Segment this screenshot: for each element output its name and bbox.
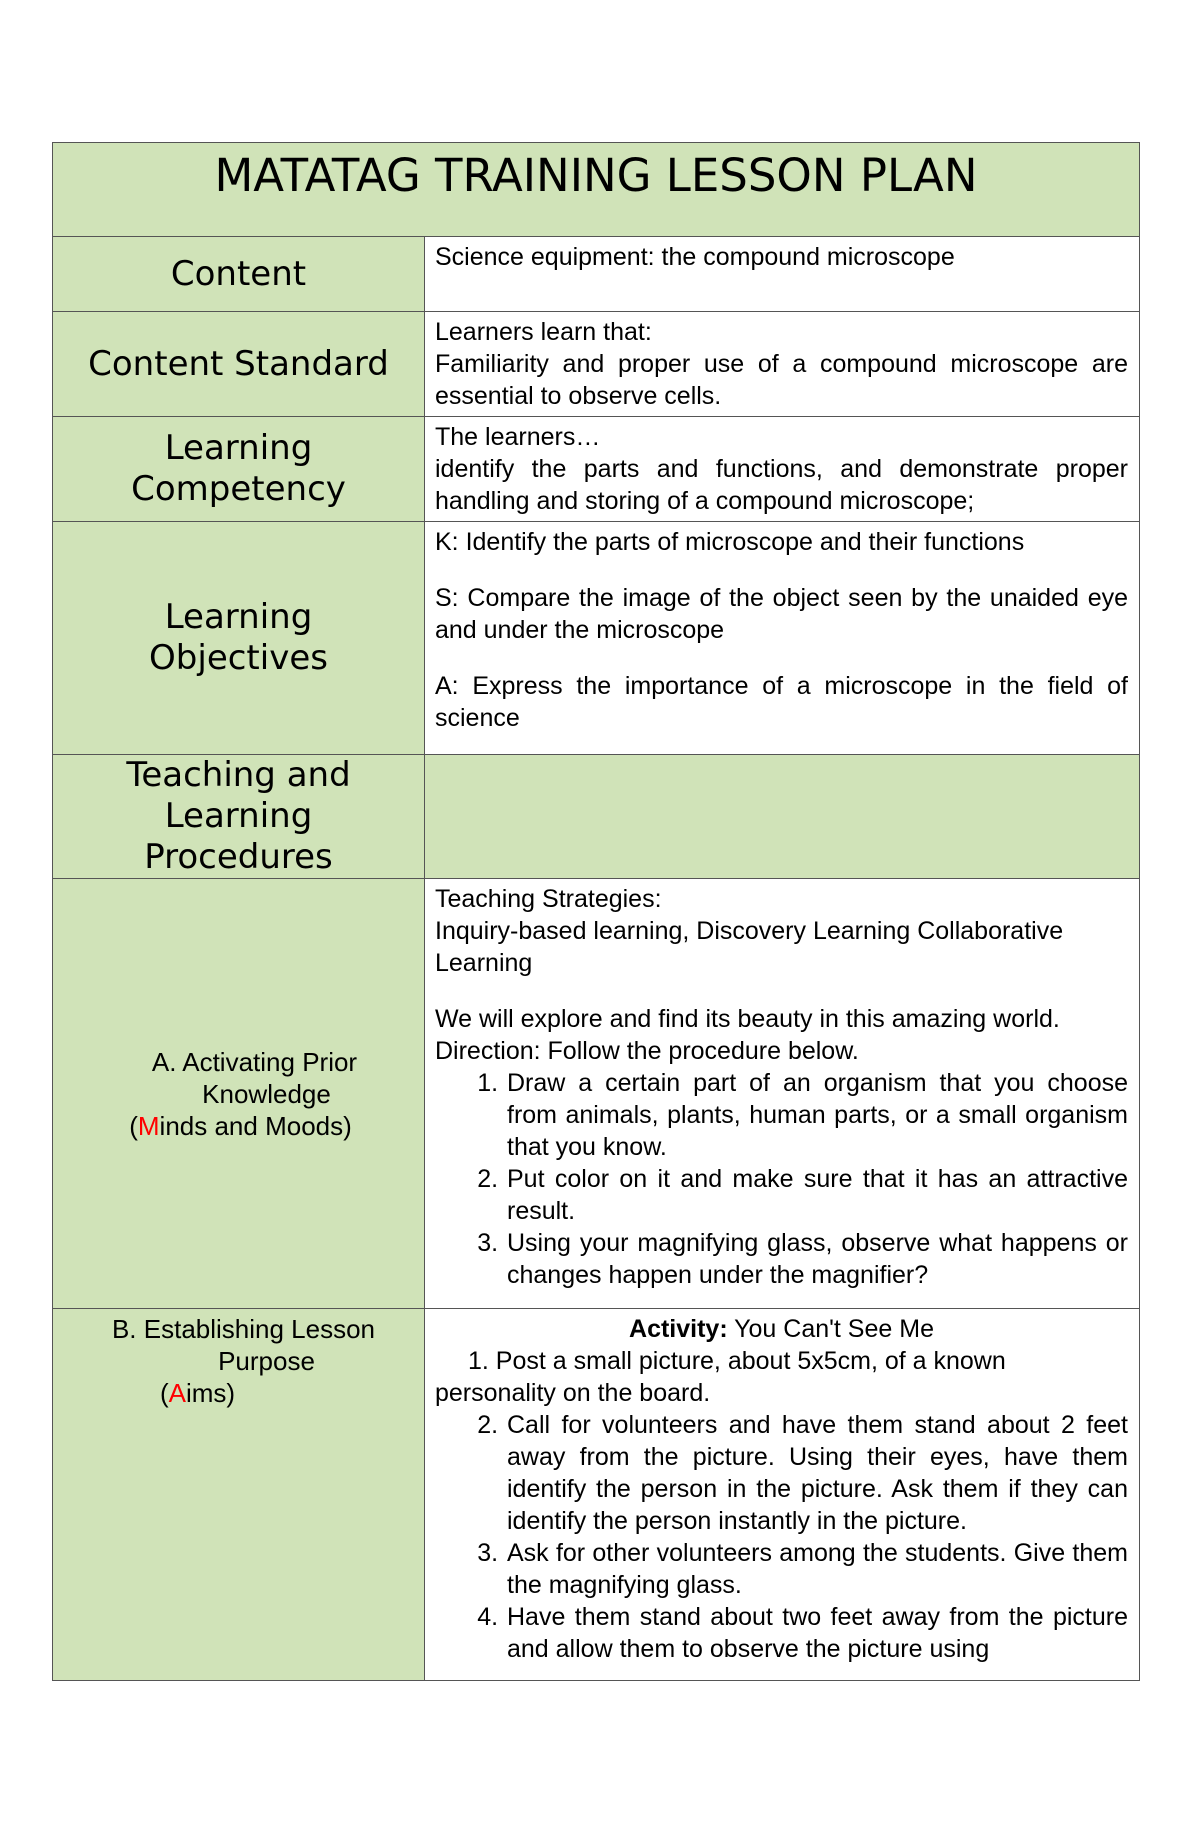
section-b-label: [53, 1309, 425, 1681]
section-a-label-line2: Knowledge: [202, 1078, 331, 1109]
section-b-label-open: (: [159, 1378, 169, 1408]
list-item: 1. Draw a certain part of an organism that you choose from animals, plants, human parts, or a small organism that you know.: [505, 1067, 1128, 1163]
objective-skill: S: Compare the image of the object seen by the unaided eye and under the microscope: [435, 584, 1128, 644]
learning-competency-row: [53, 417, 1140, 522]
section-a-label-open: (: [129, 1110, 138, 1141]
page-title: MATATAG TRAINING LESSON PLAN: [53, 143, 1140, 237]
list-item: 2. Call for volunteers and have them stand about 2 feet away from the picture. Using their eyes, have them identify the person in the picture. Ask them if they can identify the person instantly in the picture.: [505, 1409, 1128, 1537]
section-a-direction: Direction: Follow the procedure below.: [435, 1037, 859, 1065]
section-b-label-line3: [53, 1377, 424, 1409]
strategies-heading: Teaching Strategies:: [435, 885, 662, 913]
activity-bold-label: Activity:: [629, 1315, 728, 1343]
learning-objectives-row: [53, 522, 1140, 755]
learning-competency-label-line2: Competency: [131, 469, 346, 509]
section-b-step1: 1. Post a small picture, about 5x5cm, of a known personality on the board.: [435, 1347, 1006, 1407]
procedures-label-line3: Procedures: [144, 837, 333, 877]
content-standard-value: [425, 312, 1140, 417]
list-item: 4. Have them stand about two feet away from the picture and allow them to observe the picture using: [505, 1601, 1128, 1665]
learning-competency-line2: identify the parts and functions, and demonstrate proper handling and storing of a compound microscope;: [435, 455, 1128, 515]
section-a-intro: We will explore and find its beauty in this amazing world.: [435, 1005, 1060, 1033]
section-b-steps: [435, 1409, 1128, 1665]
strategies-text: Inquiry-based learning, Discovery Learning Collaborative Learning: [435, 917, 1064, 977]
content-text: Science equipment: the compound microscope: [435, 243, 955, 271]
section-a-label-letter: M: [137, 1110, 160, 1141]
activity-heading: [435, 1313, 1128, 1345]
content-value: [425, 237, 1140, 312]
content-standard-label: Content Standard: [53, 312, 425, 417]
lesson-plan-table: [52, 142, 1140, 1681]
learning-objectives-label-line1: Learning: [164, 597, 313, 637]
section-b-value: [425, 1309, 1140, 1681]
section-a-row: [53, 879, 1140, 1309]
learning-objectives-label: [53, 522, 425, 755]
section-a-label-line3: [53, 1110, 424, 1142]
procedures-empty-cell: [425, 755, 1140, 879]
title-row: [53, 143, 1140, 237]
activity-title: You Can't See Me: [727, 1315, 934, 1343]
section-b-label-letter: A: [168, 1378, 186, 1408]
content-label: Content: [53, 237, 425, 312]
section-a-steps: [435, 1067, 1128, 1291]
section-a-label-rest: inds and Moods): [159, 1110, 352, 1141]
learning-objectives-value: [425, 522, 1140, 755]
section-a-label: [53, 879, 425, 1309]
section-b-row: [53, 1309, 1140, 1681]
content-standard-line1: Learners learn that:: [435, 318, 652, 346]
learning-competency-line1: The learners…: [435, 423, 601, 451]
procedures-label-line2: Learning: [164, 796, 313, 836]
section-b-label-line2: Purpose: [218, 1346, 315, 1376]
section-b-label-line1: B. Establishing Lesson: [111, 1314, 376, 1344]
list-item: 2. Put color on it and make sure that it has an attractive result.: [505, 1163, 1128, 1227]
content-standard-row: [53, 312, 1140, 417]
learning-competency-label: [53, 417, 425, 522]
learning-competency-label-line1: Learning: [164, 428, 313, 468]
objective-knowledge: K: Identify the parts of microscope and their functions: [435, 528, 1025, 556]
learning-objectives-label-line2: Objectives: [149, 638, 328, 678]
learning-competency-value: [425, 417, 1140, 522]
list-item: 3. Ask for other volunteers among the students. Give them the magnifying glass.: [505, 1537, 1128, 1601]
procedures-label-line1: Teaching and: [126, 755, 351, 795]
section-a-label-line1: A. Activating Prior: [151, 1046, 358, 1077]
content-standard-line2: Familiarity and proper use of a compound microscope are essential to observe cells.: [435, 350, 1128, 410]
objective-attitude: A: Express the importance of a microscope in the field of science: [435, 672, 1128, 732]
content-row: [53, 237, 1140, 312]
procedures-row: [53, 755, 1140, 879]
section-b-label-rest: ims): [185, 1378, 236, 1408]
list-item: 3. Using your magnifying glass, observe what happens or changes happen under the magnifier?: [505, 1227, 1128, 1291]
procedures-label: [53, 755, 425, 879]
section-a-value: [425, 879, 1140, 1309]
